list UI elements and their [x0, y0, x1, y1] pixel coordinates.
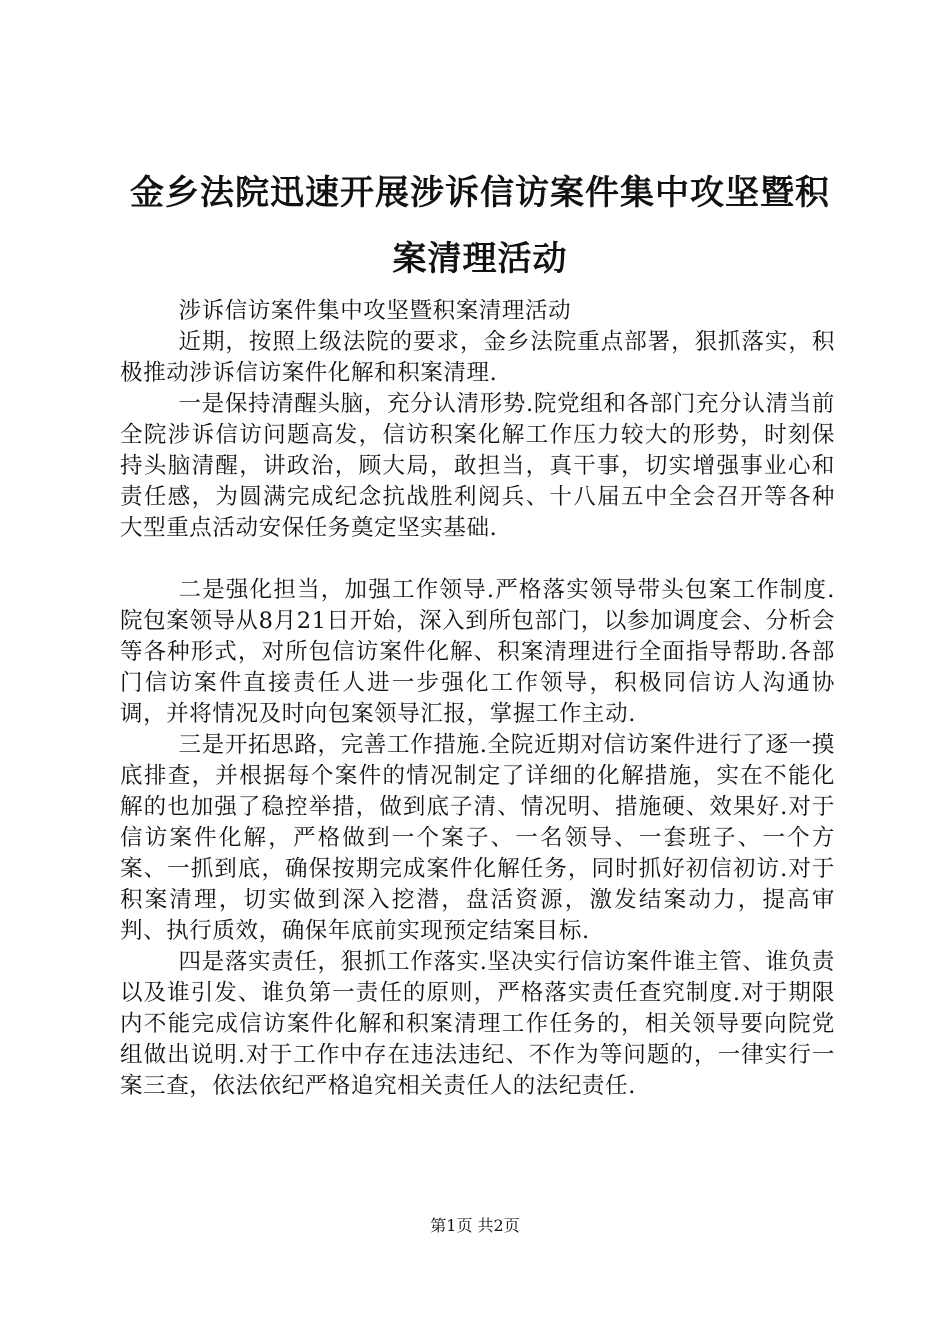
document-title: 金乡法院迅速开展涉诉信访案件集中攻坚暨积案清理活动 [130, 173, 830, 279]
paragraph-second-point: 二是强化担当，加强工作领导.严格落实领导带头包案工作制度.院包案领导从8月21日开始，深入到所包部门，以参加调度会、分析会等各种形式，对所包信访案件化解、积案清理进行全面指导帮助.各部门信访案件直接责任人进一步强化工作领导，积极同信访人沟通协调，并将情况及时向包案领导汇报，掌握工作主动. [120, 577, 835, 727]
paragraph-third-point: 三是开拓思路，完善工作措施.全院近期对信访案件进行了逐一摸底排查，并根据每个案件的情况制定了详细的化解措施，实在不能化解的也加强了稳控举措，做到底子清、情况明、措施硬、效果好.对于信访案件化解，严格做到一个案子、一名领导、一套班子、一个方案、一抓到底，确保按期完成案件化解任务，同时抓好初信初访.对于积案清理，切实做到深入挖潜，盘活资源，激发结案动力，提高审判、执行质效，确保年底前实现预定结案目标. [120, 732, 835, 944]
page-number-footer: 第1页 共2页 [430, 1216, 520, 1235]
document-subtitle: 涉诉信访案件集中攻坚暨积案清理活动 [178, 298, 572, 324]
paragraph-first-point: 一是保持清醒头脑，充分认清形势.院党组和各部门充分认清当前全院涉诉信访问题高发，信访积案化解工作压力较大的形势，时刻保持头脑清醒，讲政治，顾大局，敢担当，真干事，切实增强事业心和责任感，为圆满完成纪念抗战胜利阅兵、十八届五中全会召开等各种大型重点活动安保任务奠定坚实基础. [120, 391, 835, 541]
document-body [120, 296, 835, 1102]
paragraph-fourth-point: 四是落实责任，狠抓工作落实.坚决实行信访案件谁主管、谁负责以及谁引发、谁负第一责任的原则，严格落实责任查究制度.对于期限内不能完成信访案件化解和积案清理工作任务的，相关领导要向院党组做出说明.对于工作中存在违法违纪、不作为等问题的，一律实行一案三查，依法依纪严格追究相关责任人的法纪责任. [120, 949, 835, 1099]
paragraph-intro: 近期，按照上级法院的要求，金乡法院重点部署，狠抓落实，积极推动涉诉信访案件化解和积案清理. [120, 329, 835, 386]
